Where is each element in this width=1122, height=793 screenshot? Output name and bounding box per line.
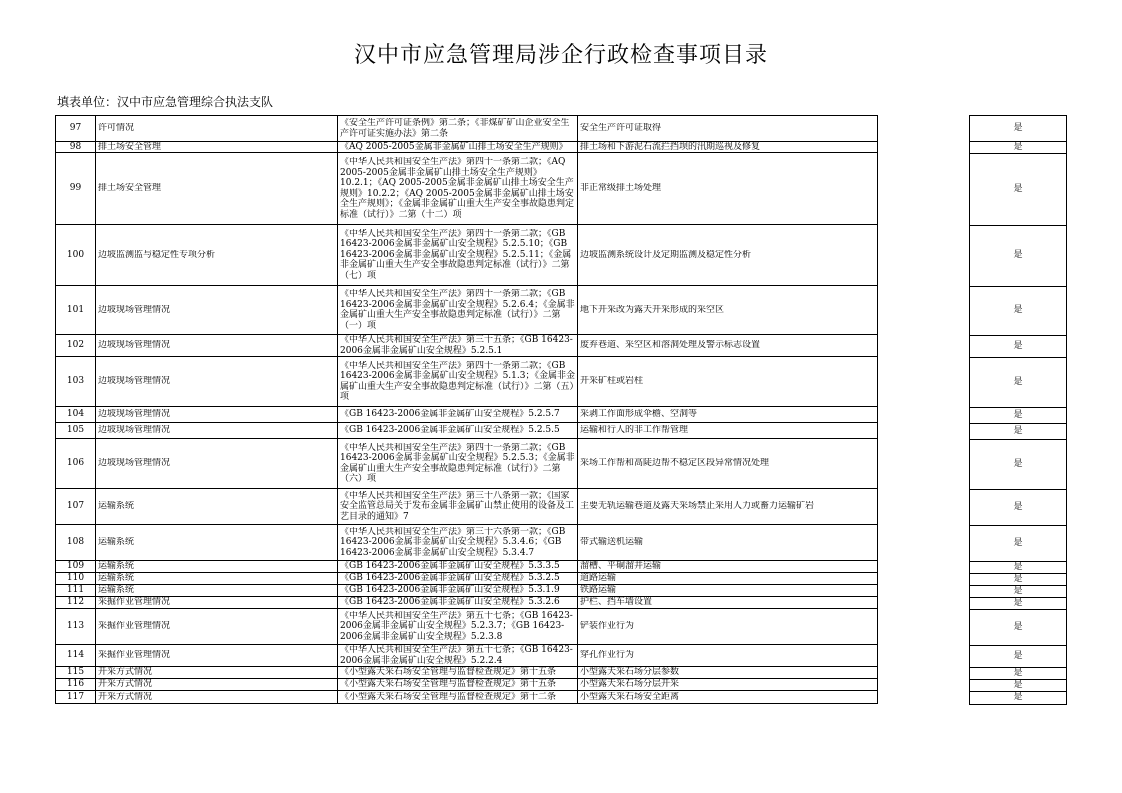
inspection-item: 开采方式情况 [96, 691, 338, 704]
inspection-item: 边坡现场管理情况 [96, 423, 338, 439]
table-row [970, 667, 1067, 679]
table-row [56, 691, 878, 704]
table-row [56, 423, 878, 439]
table-row [970, 225, 1067, 286]
page-title: 汉中市应急管理局涉企行政检查事项目录 [353, 43, 768, 68]
inspection-item: 运输系统 [96, 573, 338, 585]
table-row [56, 525, 878, 561]
inspection-item: 运输系统 [96, 561, 338, 573]
table-row [56, 142, 878, 153]
inspection-content: 小型露天采石场分层开采 [578, 679, 878, 691]
table-row [970, 142, 1067, 154]
legal-basis: 《中华人民共和国安全生产法》第三十五条；《GB 16423-2006金属非金属矿山安全规程》5.2.5.1 [338, 335, 578, 357]
inspection-content: 道路运输 [578, 573, 878, 585]
applicability-flag: 是 [970, 225, 1067, 286]
table-row [56, 597, 878, 609]
applicability-flag: 是 [970, 525, 1067, 561]
table-row [56, 573, 878, 585]
inspection-content: 废弃巷道、采空区和溶洞处理及警示标志设置 [578, 335, 878, 357]
inspection-items-table [55, 115, 878, 704]
table-row [56, 153, 878, 225]
legal-basis: 《安全生产许可证条例》第二条；《非煤矿矿山企业安全生产许可证实施办法》第二条 [338, 116, 578, 142]
table-row [970, 525, 1067, 561]
table-row [56, 286, 878, 335]
legal-basis: 《小型露天采石场安全管理与监督检查规定》第十五条 [338, 679, 578, 691]
legal-basis: 《中华人民共和国安全生产法》第三十六条第一款；《GB 16423-2006金属非金属矿山安全规程》5.3.4.6；《GB 16423-2006金属非金属矿山安全规程》5.3.4.7 [338, 525, 578, 561]
legal-basis: 《中华人民共和国安全生产法》第三十八条第一款；《国家安全监管总局关于发布金属非金属矿山禁止使用的设备及工艺目录的通知》7 [338, 489, 578, 525]
table-row [970, 585, 1067, 597]
applicability-flag: 是 [970, 585, 1067, 597]
inspection-item: 边坡监测监与稳定性专项分析 [96, 225, 338, 286]
row-number: 112 [56, 597, 96, 609]
applicability-flag: 是 [970, 335, 1067, 357]
inspection-item: 开采方式情况 [96, 667, 338, 679]
inspection-content: 主要无轨运输巷道及露天采场禁止采用人力或畜力运输矿岩 [578, 489, 878, 525]
inspection-content: 安全生产许可证取得 [578, 116, 878, 142]
table-row [970, 597, 1067, 609]
row-number: 103 [56, 357, 96, 407]
table-row [56, 609, 878, 645]
legal-basis: 《中华人民共和国安全生产法》第四十一条第二款；《GB 16423-2006金属非金属矿山安全规程》5.2.5.3；《金属非金属矿山重大生产安全事故隐患判定标准（试行）》二第（六）项 [338, 439, 578, 489]
table-row [56, 335, 878, 357]
table-row [970, 679, 1067, 691]
inspection-content: 边坡监测系统设计及定期监测及稳定性分析 [578, 225, 878, 286]
legal-basis: 《中华人民共和国安全生产法》第四十一条第二款；《GB 16423-2006金属非金属矿山安全规程》5.2.6.4；《金属非金属矿山重大生产安全事故隐患判定标准（试行）》二第（一）项 [338, 286, 578, 335]
applicability-flag: 是 [970, 357, 1067, 407]
row-number: 101 [56, 286, 96, 335]
table-row [970, 609, 1067, 645]
applicability-flag: 是 [970, 423, 1067, 439]
inspection-item: 排土场安全管理 [96, 153, 338, 225]
inspection-content: 铁路运输 [578, 585, 878, 597]
applicability-flag: 是 [970, 609, 1067, 645]
table-row [970, 116, 1067, 142]
inspection-content: 小型露天采石场安全距离 [578, 691, 878, 704]
applicability-flag: 是 [970, 489, 1067, 525]
inspection-content: 地下开采改为露天开采形成的采空区 [578, 286, 878, 335]
inspection-content: 小型露天采石场分层参数 [578, 667, 878, 679]
inspection-item: 许可情况 [96, 116, 338, 142]
inspection-item: 采掘作业管理情况 [96, 597, 338, 609]
table-row [56, 407, 878, 423]
inspection-content: 铲装作业行为 [578, 609, 878, 645]
row-number: 104 [56, 407, 96, 423]
table-row [56, 357, 878, 407]
inspection-item: 采掘作业管理情况 [96, 645, 338, 667]
legal-basis: 《GB 16423-2006金属非金属矿山安全规程》5.2.5.5 [338, 423, 578, 439]
inspection-item: 边坡现场管理情况 [96, 439, 338, 489]
row-number: 113 [56, 609, 96, 645]
applicability-flag: 是 [970, 407, 1067, 423]
applicability-flag: 是 [970, 153, 1067, 225]
table-row [56, 489, 878, 525]
legal-basis: 《GB 16423-2006金属非金属矿山安全规程》5.2.5.7 [338, 407, 578, 423]
table-row [56, 585, 878, 597]
applicability-flag: 是 [970, 597, 1067, 609]
row-number: 108 [56, 525, 96, 561]
applicability-flag: 是 [970, 142, 1067, 154]
legal-basis: 《GB 16423-2006金属非金属矿山安全规程》5.3.2.5 [338, 573, 578, 585]
legal-basis: 《中华人民共和国安全生产法》第五十七条；《GB 16423-2006金属非金属矿山安全规程》5.2.3.7；《GB 16423-2006金属非金属矿山安全规程》5.2.3.8 [338, 609, 578, 645]
inspection-content: 运输和行人的非工作帮管理 [578, 423, 878, 439]
inspection-content: 溜槽、平硐溜井运输 [578, 561, 878, 573]
row-number: 106 [56, 439, 96, 489]
applicability-column-table [969, 115, 1067, 705]
inspection-item: 边坡现场管理情况 [96, 286, 338, 335]
table-row [970, 153, 1067, 225]
table-row [970, 561, 1067, 573]
row-number: 116 [56, 679, 96, 691]
row-number: 102 [56, 335, 96, 357]
applicability-flag: 是 [970, 691, 1067, 704]
row-number: 99 [56, 153, 96, 225]
legal-basis: 《中华人民共和国安全生产法》第四十一条第二款；《GB 16423-2006金属非金属矿山安全规程》5.1.3；《金属非金属矿山重大生产安全事故隐患判定标准（试行）》二第（五）项 [338, 357, 578, 407]
table-row [56, 225, 878, 286]
applicability-flag: 是 [970, 645, 1067, 667]
table-row [970, 423, 1067, 439]
legal-basis: 《AQ 2005-2005金属非金属矿山排土场安全生产规则》 [338, 142, 578, 153]
table-row [970, 691, 1067, 704]
row-number: 100 [56, 225, 96, 286]
table-row [56, 116, 878, 142]
table-row [970, 407, 1067, 423]
legal-basis: 《GB 16423-2006金属非金属矿山安全规程》5.3.2.6 [338, 597, 578, 609]
row-number: 97 [56, 116, 96, 142]
inspection-item: 边坡现场管理情况 [96, 335, 338, 357]
row-number: 98 [56, 142, 96, 153]
inspection-content: 带式输送机运输 [578, 525, 878, 561]
table-row [970, 357, 1067, 407]
inspection-content: 开采矿柱或岩柱 [578, 357, 878, 407]
inspection-content: 穿孔作业行为 [578, 645, 878, 667]
inspection-item: 边坡现场管理情况 [96, 407, 338, 423]
table-row [56, 645, 878, 667]
applicability-flag: 是 [970, 561, 1067, 573]
inspection-content: 护栏、挡车墙设置 [578, 597, 878, 609]
row-number: 117 [56, 691, 96, 704]
legal-basis: 《中华人民共和国安全生产法》第四十一条第二款；《GB 16423-2006金属非金属矿山安全规程》5.2.5.10；《GB 16423-2006金属非金属矿山安全规程》5.2.5.11；《金属非金属矿山重大生产安全事故隐患判定标准（试行）》二第（七）项 [338, 225, 578, 286]
applicability-flag: 是 [970, 667, 1067, 679]
applicability-flag: 是 [970, 573, 1067, 585]
table-row [970, 489, 1067, 525]
row-number: 115 [56, 667, 96, 679]
legal-basis: 《小型露天采石场安全管理与监督检查规定》第十五条 [338, 667, 578, 679]
table-row [970, 335, 1067, 357]
applicability-flag: 是 [970, 439, 1067, 489]
inspection-item: 采掘作业管理情况 [96, 609, 338, 645]
inspection-content: 非正常级排土场处理 [578, 153, 878, 225]
inspection-item: 运输系统 [96, 489, 338, 525]
row-number: 105 [56, 423, 96, 439]
inspection-item: 运输系统 [96, 525, 338, 561]
row-number: 111 [56, 585, 96, 597]
applicability-flag: 是 [970, 679, 1067, 691]
inspection-content: 排土场和下游泥石流拦挡坝的汛期巡视及修复 [578, 142, 878, 153]
legal-basis: 《GB 16423-2006金属非金属矿山安全规程》5.3.1.9 [338, 585, 578, 597]
inspection-content: 采剥工作面形成伞檐、空洞等 [578, 407, 878, 423]
row-number: 109 [56, 561, 96, 573]
inspection-content: 采场工作帮和高陡边帮不稳定区段异常情况处理 [578, 439, 878, 489]
inspection-item: 边坡现场管理情况 [96, 357, 338, 407]
inspection-item: 开采方式情况 [96, 679, 338, 691]
row-number: 114 [56, 645, 96, 667]
table-row [970, 286, 1067, 335]
row-number: 110 [56, 573, 96, 585]
applicability-flag: 是 [970, 116, 1067, 142]
table-row [970, 645, 1067, 667]
inspection-item: 运输系统 [96, 585, 338, 597]
table-row [56, 439, 878, 489]
table-row [970, 439, 1067, 489]
table-row [970, 573, 1067, 585]
table-row [56, 561, 878, 573]
inspection-item: 排土场安全管理 [96, 142, 338, 153]
legal-basis: 《GB 16423-2006金属非金属矿山安全规程》5.3.3.5 [338, 561, 578, 573]
legal-basis: 《中华人民共和国安全生产法》第五十七条；《GB 16423-2006金属非金属矿山安全规程》5.2.2.4 [338, 645, 578, 667]
table-row [56, 667, 878, 679]
applicability-flag: 是 [970, 286, 1067, 335]
legal-basis: 《中华人民共和国安全生产法》第四十一条第二款；《AQ 2005-2005金属非金属矿山排土场安全生产规则》10.2.1；《AQ 2005-2005金属非金属矿山排土场安全生产规则》10.2.2；《AQ 2005-2005金属非金属矿山排土场安全生产规则》；《金属非金属矿山重大生产安全事故隐患判定标准（试行）》二第（十二）项 [338, 153, 578, 225]
table-row [56, 679, 878, 691]
filling-unit-label: 填表单位：汉中市应急管理综合执法支队 [57, 95, 274, 109]
legal-basis: 《小型露天采石场安全管理与监督检查规定》第十二条 [338, 691, 578, 704]
row-number: 107 [56, 489, 96, 525]
